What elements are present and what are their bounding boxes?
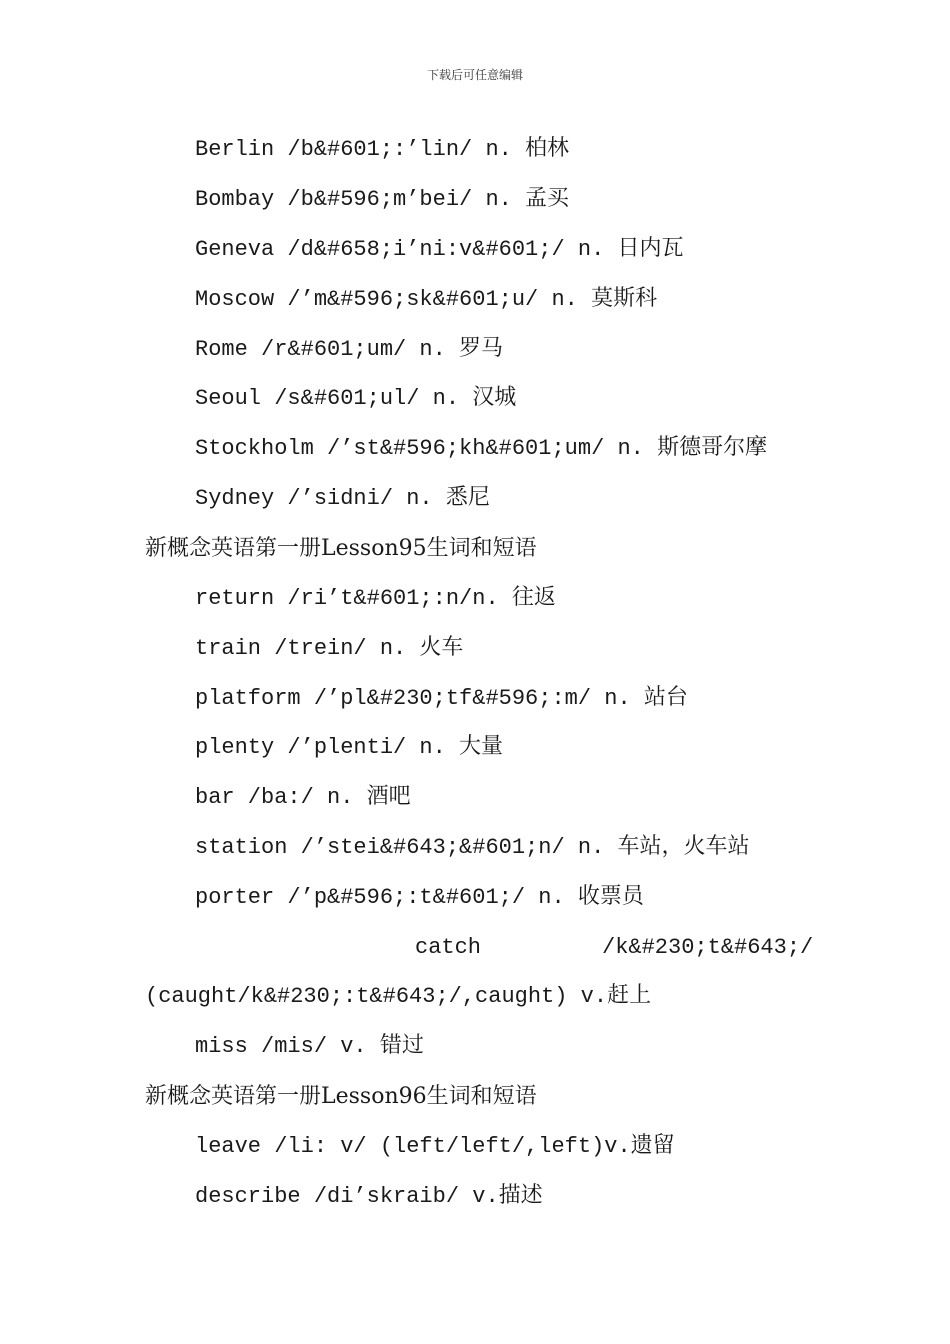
- vocab-entry-berlin: Berlin /b&#601;:’lin/ n. 柏林: [195, 137, 570, 162]
- vocab-entry-seoul: Seoul /s&#601;ul/ n. 汉城: [195, 386, 517, 411]
- vocab-entry-porter: porter /’p&#596;:t&#601;/ n. 收票员: [195, 885, 644, 910]
- vocab-entry-catch-word: catch: [415, 935, 482, 960]
- vocab-entry-station: station /’stei&#643;&#601;n/ n. 车站，火车站: [195, 835, 750, 860]
- vocab-entry-return: return /ri’t&#601;:n/n. 往返: [195, 586, 556, 611]
- vocab-entry-miss: miss /mis/ v. 错过: [195, 1034, 424, 1059]
- vocab-entry-bombay: Bombay /b&#596;m’bei/ n. 孟买: [195, 187, 570, 212]
- lesson-96-heading: 新概念英语第一册Lesson96生词和短语: [145, 1084, 537, 1109]
- page-header: 下载后可任意编辑: [426, 68, 523, 82]
- vocab-entry-bar: bar /ba:/ n. 酒吧: [195, 785, 411, 810]
- vocab-entry-leave: leave /li: v/ (left/left/,left)v.遗留: [195, 1134, 675, 1159]
- vocab-entry-moscow: Moscow /’m&#596;sk&#601;u/ n. 莫斯科: [195, 287, 658, 312]
- vocab-entry-platform: platform /’pl&#230;tf&#596;:m/ n. 站台: [195, 686, 688, 711]
- vocab-entry-stockholm: Stockholm /’st&#596;kh&#601;um/ n. 斯德哥尔摩: [195, 436, 768, 461]
- vocab-entry-catch-pronunciation: /k&#230;t&#643;/: [602, 935, 814, 960]
- vocab-entry-rome: Rome /r&#601;um/ n. 罗马: [195, 337, 504, 362]
- vocab-entry-train: train /trein/ n. 火车: [195, 636, 464, 661]
- lesson-95-heading: 新概念英语第一册Lesson95生词和短语: [145, 536, 537, 561]
- vocab-entry-catch-definition: (caught/k&#230;:t&#643;/,caught) v.赶上: [145, 984, 652, 1009]
- vocab-entry-describe: describe /di’skraib/ v.描述: [195, 1184, 543, 1209]
- vocab-entry-sydney: Sydney /’sidni/ n. 悉尼: [195, 486, 490, 511]
- vocab-entry-geneva: Geneva /d&#658;i’ni:v&#601;/ n. 日内瓦: [195, 237, 684, 262]
- vocab-entry-plenty: plenty /’plenti/ n. 大量: [195, 735, 504, 760]
